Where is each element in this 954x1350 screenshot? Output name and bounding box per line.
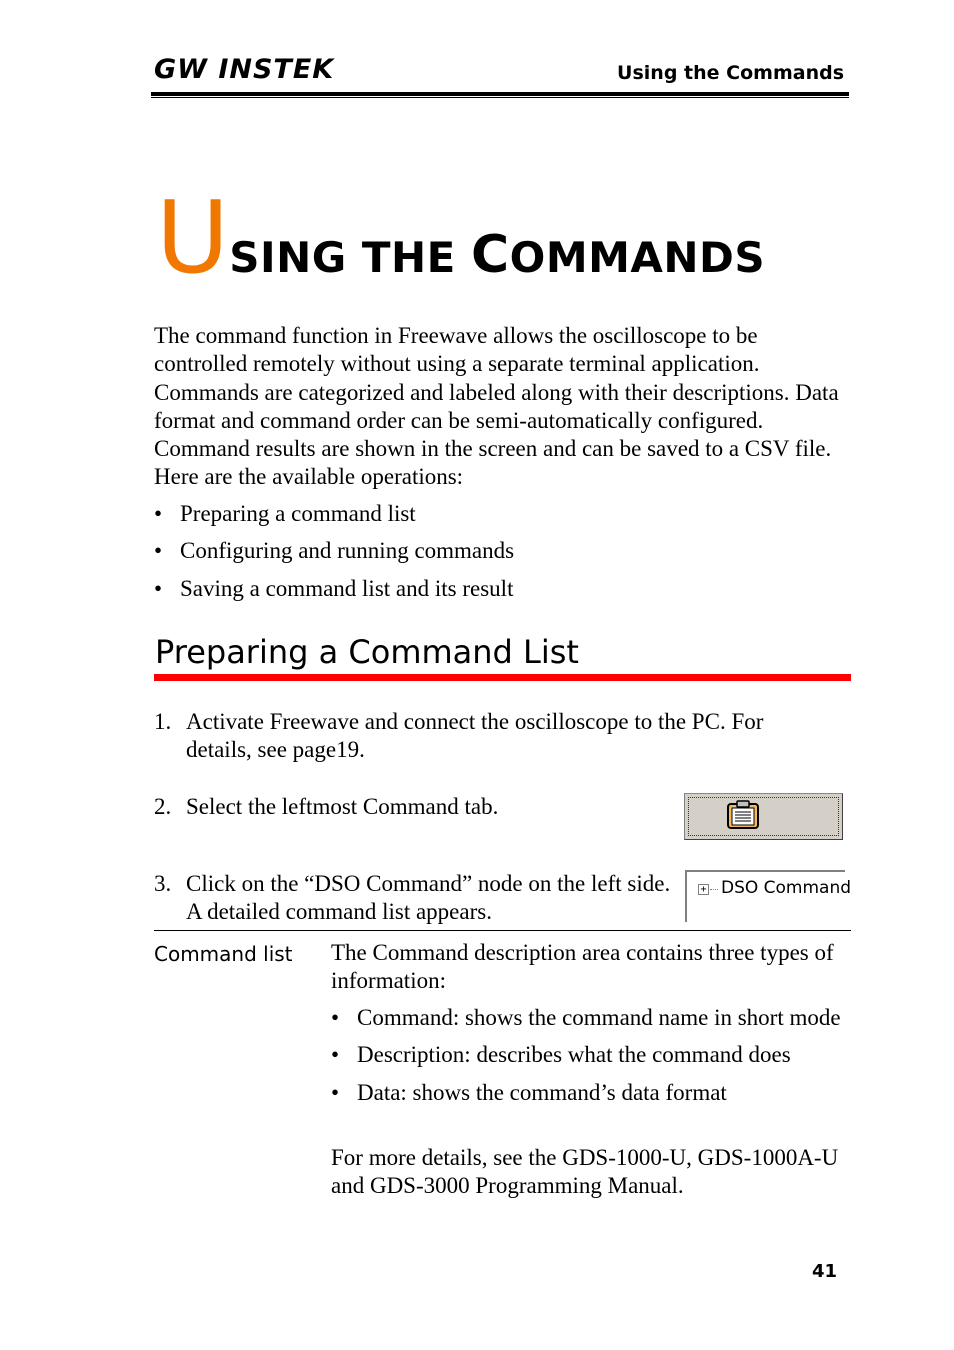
list-item: • Data: shows the command’s data format [331, 1079, 851, 1107]
header-rule-thin [151, 97, 849, 98]
title-part1: SING THE [229, 233, 471, 282]
page-number: 41 [812, 1261, 838, 1282]
list-item: • Command: shows the command name in short mode [331, 1004, 851, 1032]
section-heading: Preparing a Command List [155, 633, 579, 671]
section-rule [154, 674, 851, 681]
table-rule [154, 930, 851, 931]
gw-instek-logo: GW INSTEK [154, 54, 335, 85]
dso-command-node-screenshot [685, 870, 852, 922]
command-list-description: The Command description area contains three types of information: [331, 940, 834, 994]
plus-box-icon: + [698, 884, 709, 895]
header-rule [151, 92, 849, 96]
frame-edge [685, 870, 845, 872]
step-text: Select the leftmost Command tab. [186, 794, 499, 819]
drop-cap: U [156, 179, 230, 296]
step-number: 1. [154, 709, 172, 734]
running-head: Using the Commands [617, 62, 844, 84]
list-item: • Configuring and running commands [154, 537, 844, 565]
step-3 [154, 870, 674, 927]
intro-bullet-list [154, 500, 844, 603]
step-number: 3. [154, 871, 172, 896]
step-number: 2. [154, 794, 172, 819]
step-text: Click on the “DSO Command” node on the left side. A detailed command list appears. [186, 871, 671, 925]
chapter-title [156, 179, 766, 318]
command-list-bullets [331, 1004, 851, 1107]
side-label: Command list [154, 942, 293, 966]
command-list-footer: For more details, see the GDS-1000-U, GDS-1000A-U and GDS-3000 Programming Manual. [331, 1145, 839, 1199]
step-1 [154, 708, 834, 765]
intro-paragraph: The command function in Freewave allows the oscilloscope to be controlled remotely without using a separate terminal application. Commands are categorized and labeled along with their descriptions. Data format and command order can be semi-automatically configured. Command results are shown in the screen and can be saved to a CSV file. Here are the available operations: [154, 323, 839, 490]
list-item: • Preparing a command list [154, 500, 844, 528]
frame-edge [685, 870, 687, 922]
command-tab-screenshot [684, 793, 843, 840]
tree-node-label: DSO Command [721, 878, 852, 898]
title-cap2: C [470, 225, 510, 285]
title-rest [229, 225, 766, 285]
clipboard-icon [725, 800, 761, 830]
list-item: • Saving a command list and its result [154, 575, 844, 603]
title-part2: OMMANDS [509, 233, 766, 282]
tab-focus-border [688, 797, 839, 836]
step-2 [154, 793, 664, 821]
step-text: Activate Freewave and connect the oscilloscope to the PC. For details, see page19. [186, 709, 764, 763]
tree-connector [710, 889, 718, 890]
list-item: • Description: describes what the command does [331, 1041, 851, 1069]
